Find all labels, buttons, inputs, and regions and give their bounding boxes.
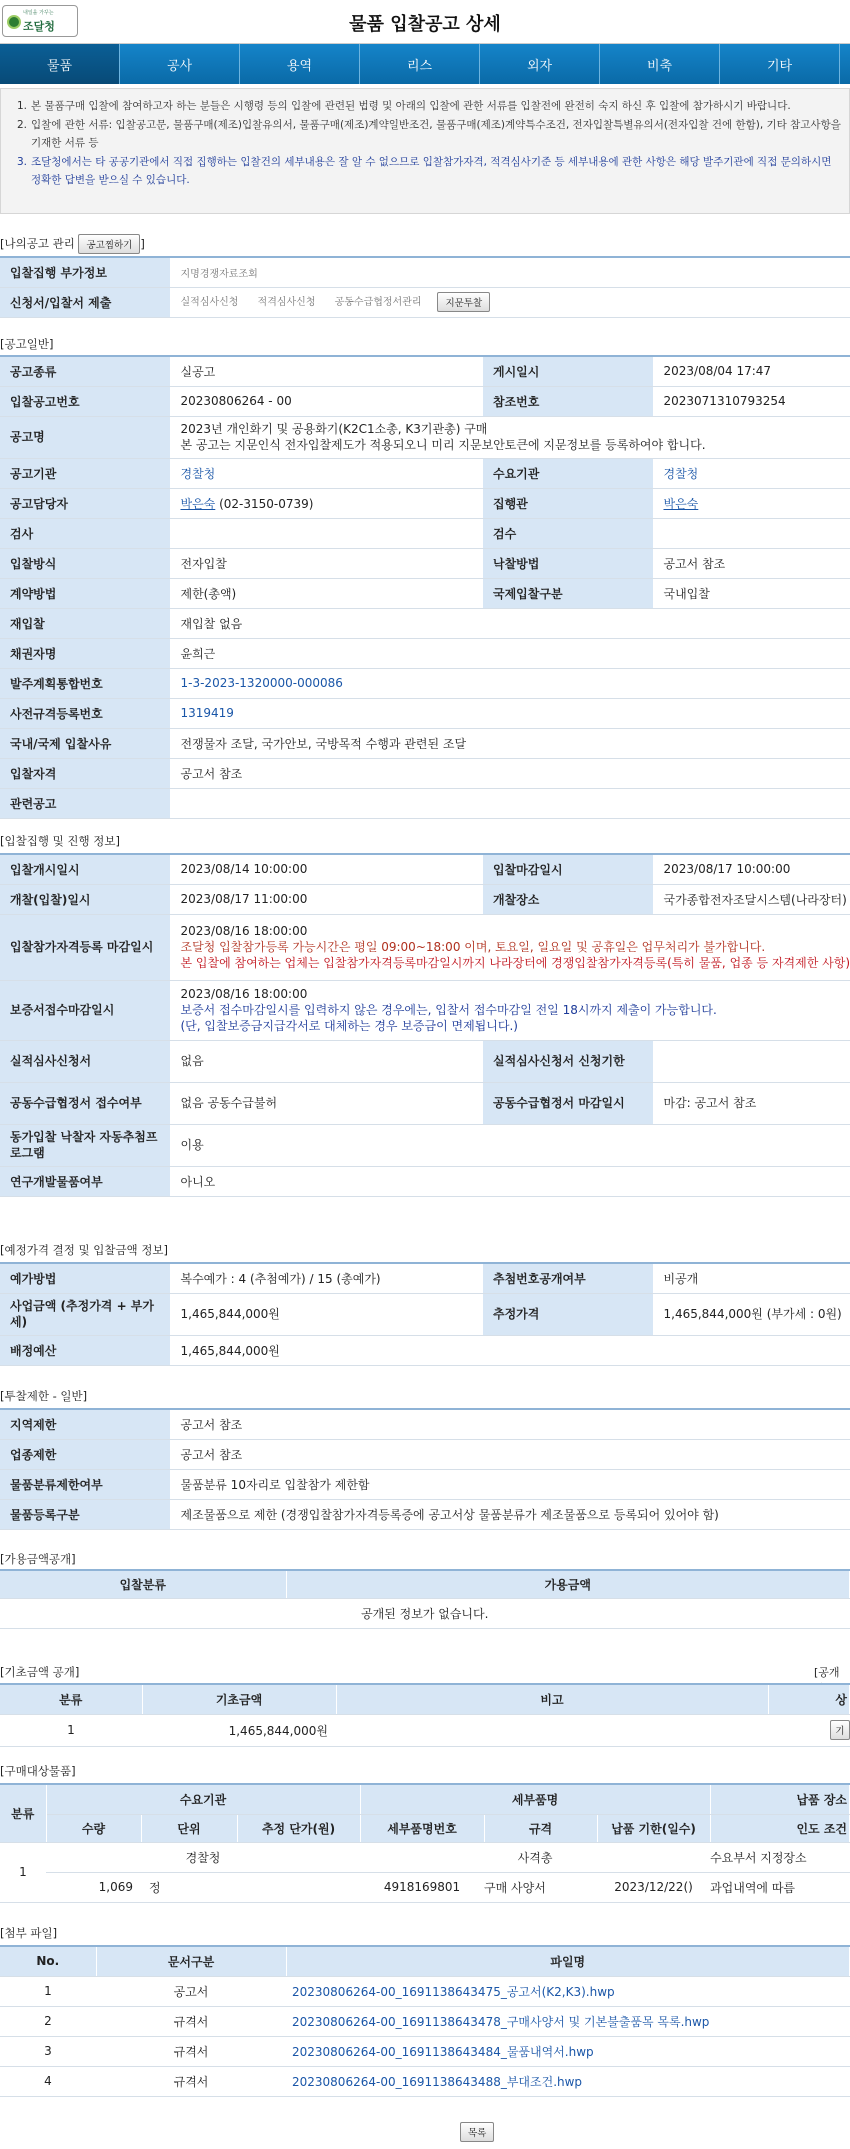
demand-agency-link[interactable]: 경찰청 [653,458,850,488]
header-cell: 상 [768,1684,850,1714]
label: 발주계획통합번호 [0,668,170,698]
empty-message: 공개된 정보가 없습니다. [0,1598,850,1628]
files-table [0,1945,850,2097]
usable-table [0,1569,850,1629]
cell [237,1872,360,1902]
reg-note-2: 본 입찰에 참여하는 업체는 입찰참가자격등록마감일시까지 나라장터에 경쟁입찰참가자격등록(특히 물품, 업종 등 자격제한 사항) [180,956,850,970]
value: 재입찰 없음 [170,608,850,638]
value: 1,465,844,000원 (부가세 : 0원) [653,1293,850,1335]
cell: 1 [0,1842,46,1902]
tab-lease[interactable]: 리스 [360,44,480,84]
general-table [0,355,850,819]
label: 수요기관 [483,458,653,488]
section-files: [ 첨부 파일 ] [0,1925,57,1941]
header-cell: 문서구분 [96,1946,286,1976]
cell: 경찰청 [46,1842,360,1872]
label: 입찰자격 [0,758,170,788]
label: 물품등록구분 [0,1499,170,1529]
section-purchase: [ 구매대상물품 ] [0,1763,76,1779]
qualification-review-link[interactable]: 적격심사신청 [257,297,316,308]
cell: 규격서 [96,2036,286,2066]
base-right-note: [공개 [814,1666,840,1679]
label: 예가방법 [0,1263,170,1293]
file-link[interactable]: 20230806264-00_1691138643475_공고서(K2,K3).hwp [286,1976,850,2006]
cell: 수요부서 지정장소 [710,1842,849,1872]
notice-item: 3. 조달청에서는 타 공공기관에서 직접 집행하는 입찰건의 세부내용은 잘 알 수 없으므로 입찰참가자격, 적격심사기준 등 세부내용에 관한 사항은 해당 발주기관에 직접 문의하시면 정확한 답변을 받으실 수 있습니다. [17,155,832,186]
cell: 3 [0,2036,96,2066]
notice-agency-link[interactable]: 경찰청 [170,458,483,488]
reg-deadline-cell [170,914,850,980]
value: 2023/08/17 11:00:00 [170,884,483,914]
value: 2023/08/16 18:00:00 [180,924,308,938]
label: 입찰공고번호 [0,386,170,416]
header-cell: 분류 [0,1784,46,1842]
value: 아니오 [170,1166,850,1196]
header-cell: 분류 [0,1684,142,1714]
header-cell: 가용금액 [286,1570,850,1598]
value: 없음 [170,1040,483,1082]
section-limit: [ 투찰제한 - 일반 ] [0,1388,87,1404]
value: 공고서 참조 [653,548,850,578]
label-bid-extra: 입찰집행 부가정보 [0,257,170,287]
label: 개찰장소 [483,884,653,914]
notice-manager-link[interactable]: 박은숙 [180,496,216,511]
value: 2023/08/16 18:00:00 [180,987,308,1001]
file-link[interactable]: 20230806264-00_1691138643484_물품내역서.hwp [286,2036,850,2066]
section-my-notice: [ 나의공고 관리 공고찜하기 ] [0,234,145,254]
value: 제한(총액) [170,578,483,608]
cell: 정 [141,1872,237,1902]
page-title: 물품 입찰공고 상세 [349,14,501,35]
value: 비공개 [653,1263,850,1293]
header-cell: 입찰분류 [0,1570,286,1598]
cell: 2023/12/22() [597,1872,710,1902]
label: 물품분류제한여부 [0,1469,170,1499]
page-header [0,0,850,44]
cell: 공고서 [96,1976,286,2006]
value: 실공고 [170,356,483,386]
guarantee-deadline-cell [170,980,850,1040]
value: 제조물품으로 제한 (경쟁입찰참가자격등록증에 공고서상 물품분류가 제조물품으로 등록되어 있어야 함) [170,1499,850,1529]
price-table [0,1262,850,1366]
cell: 사격총 [360,1842,710,1872]
label: 추첨번호공개여부 [483,1263,653,1293]
header-cell: 기초금액 [142,1684,336,1714]
value: 2023/08/04 17:47 [653,356,850,386]
label: 추정가격 [483,1293,653,1335]
cell [336,1714,768,1746]
cell: 1 [0,1976,96,2006]
value: 1,465,844,000원 [170,1335,850,1365]
cell: 규격서 [96,2066,286,2096]
bookmark-notice-button[interactable]: 공고찜하기 [78,234,140,254]
notice-box [0,88,850,214]
value: 국가종합전자조달시스템(나라장터) [653,884,850,914]
executor-link[interactable]: 박은숙 [663,496,699,511]
header-cell: 파일명 [286,1946,850,1976]
label: 업종제한 [0,1439,170,1469]
cell: 규격서 [96,2006,286,2036]
cell: 4 [0,2066,96,2096]
label: 계약방법 [0,578,170,608]
header-cell: 추정 단가(원) [237,1814,360,1842]
header-cell: 납품 기한(일수) [597,1814,710,1842]
label: 배정예산 [0,1335,170,1365]
value: 전자입찰 [170,548,483,578]
label: 공고명 [0,416,170,458]
value [653,1040,850,1082]
label: 채권자명 [0,638,170,668]
section-usable: [ 가용금액공개 ] [0,1551,76,1567]
guarantee-note-2: (단, 입찰보증금지급각서로 대체하는 경우 보증금이 면제됩니다.) [180,1019,518,1033]
section-price: [ 예정가격 결정 및 입찰금액 정보 ] [0,1242,168,1258]
label: 공고담당자 [0,488,170,518]
label: 입찰방식 [0,548,170,578]
tab-goods[interactable]: 물품 [0,44,120,84]
tab-foreign[interactable]: 외자 [480,44,600,84]
header-cell: 규격 [484,1814,597,1842]
header-cell: 수량 [46,1814,141,1842]
section-base: [ 기초금액 공개 ] [0,1664,79,1680]
header-cell: 세부품명 [360,1784,710,1814]
label: 실적심사신청서 [0,1040,170,1082]
notice-name-line1: 2023년 개인화기 및 공용화기(K2C1소총, K3기관총) 구매 [180,422,488,436]
value: 2023/08/17 10:00:00 [653,854,850,884]
joint-contract-link[interactable]: 공동수급협정서관리 [334,297,422,308]
value: 복수예가 : 4 (추첨예가) / 15 (총예가) [170,1263,483,1293]
cell: 1,465,844,000원 [142,1714,336,1746]
header-cell: 세부품명번호 [360,1814,484,1842]
label: 동가입찰 낙찰자 자동추첨프로그램 [0,1124,170,1166]
file-link[interactable]: 20230806264-00_1691138643488_부대조건.hwp [286,2066,850,2096]
logo-tagline: 내일을 가꾸는 [23,10,54,16]
label: 국제입찰구분 [483,578,653,608]
base-detail-button[interactable]: 기 [830,1720,849,1740]
label: 공동수급협정서 접수여부 [0,1082,170,1124]
tab-stockpile[interactable]: 비축 [600,44,720,84]
label: 참조번호 [483,386,653,416]
label: 사업금액 (추정가격 + 부가세) [0,1293,170,1335]
manager-phone: (02-3150-0739) [215,496,314,511]
label: 사전규격등록번호 [0,698,170,728]
value: 이용 [170,1124,850,1166]
value: 없음 공동수급불허 [170,1082,483,1124]
label: 재입찰 [0,608,170,638]
label: 실적심사신청서 신청기한 [483,1040,653,1082]
label: 연구개발물품여부 [0,1166,170,1196]
value: 2023/08/14 10:00:00 [170,854,483,884]
order-plan-link[interactable]: 1-3-2023-1320000-000086 [170,668,850,698]
label: 집행관 [483,488,653,518]
value [170,788,850,818]
cell: 1 [0,1714,142,1746]
value: 마감: 공고서 참조 [653,1082,850,1124]
tab-overflow [840,44,850,84]
reg-note-1: 조달청 입찰참가등록 가능시간은 평일 09:00~18:00 이며, 토요일, 일요일 및 공휴일은 업무처리가 불가합니다. [180,940,766,954]
label: 관련공고 [0,788,170,818]
label: 입찰마감일시 [483,854,653,884]
nominated-bid-lookup-link[interactable]: 지명경쟁자료조회 [170,257,850,287]
label: 지역제한 [0,1409,170,1439]
value: 전쟁물자 조달, 국가안보, 국방목적 수행과 관련된 조달 [170,728,850,758]
value [170,518,483,548]
notice-item: 2. 입찰에 관한 서류: 입찰공고문, 물품구매(제조)입찰유의서, 물품구매(제조)계약일반조건, 물품구매(제조)계약특수조건, 전자입찰특별유의서(전자입찰 건에 한함), 기타 참고사항을 기재한 서류 등 [17,118,841,149]
tab-service[interactable]: 용역 [240,44,360,84]
notice-manager [170,488,483,518]
value: 20230806264 - 00 [170,386,483,416]
guarantee-note-1: 보증서 접수마감일시를 입력하지 않은 경우에는, 입찰서 접수마감일 전일 18시까지 제출이 가능합니다. [180,1003,717,1017]
label: 공동수급협정서 마감일시 [483,1082,653,1124]
pre-spec-link[interactable]: 1319419 [170,698,850,728]
progress-table [0,853,850,1197]
value: 공고서 참조 [170,758,850,788]
label: 검사 [0,518,170,548]
file-link[interactable]: 20230806264-00_1691138643478_구매사양서 및 기본불출품목 목록.hwp [286,2006,850,2036]
value: 물품분류 10자리로 입찰참가 제한함 [170,1469,850,1499]
header-cell: 인도 조건 [710,1814,849,1842]
purchase-table [0,1783,850,1903]
fingerprint-bid-button[interactable]: 지문투찰 [437,292,490,312]
header-cell: 납품 장소 [710,1784,849,1814]
label: 개찰(입찰)일시 [0,884,170,914]
value: 윤희근 [170,638,850,668]
section-general: [ 공고일반 ] [0,336,53,352]
notice-name [170,416,850,458]
label: 보증서접수마감일시 [0,980,170,1040]
value: 국내입찰 [653,578,850,608]
spec-link[interactable]: 구매 사양서 [484,1872,597,1902]
label: 입찰참가자격등록 마감일시 [0,914,170,980]
base-table [0,1683,850,1747]
performance-review-link[interactable]: 실적심사신청 [180,297,239,308]
cell: 4918169801 [360,1872,484,1902]
value: 공고서 참조 [170,1439,850,1469]
bid-extra-table [0,256,850,318]
label: 검수 [483,518,653,548]
cell: 2 [0,2006,96,2036]
cell: 과업내역에 따름 [710,1872,849,1902]
label: 국내/국제 입찰사유 [0,728,170,758]
value [653,518,850,548]
label: 게시일시 [483,356,653,386]
cell: 1,069 [46,1872,141,1902]
notice-name-line2: 본 공고는 지문인식 전자입찰제도가 적용되오니 미리 지문보안토큰에 지문정보를 등록하여야 합니다. [180,438,706,452]
header-cell: 수요기관 [46,1784,360,1814]
value: 2023071310793254 [653,386,850,416]
label: 공고기관 [0,458,170,488]
notice-item: 1. 본 물품구매 입찰에 참여하고자 하는 분들은 시행령 등의 입찰에 관련된 법령 및 아래의 입찰에 관한 서류를 입찰전에 완전히 숙지 하신 후 입찰에 참가하시기 바랍니다. [17,100,791,112]
tab-etc[interactable]: 기타 [720,44,840,84]
value: 공고서 참조 [170,1409,850,1439]
header-cell: No. [0,1946,96,1976]
category-tabs [0,44,850,84]
section-progress: [ 입찰집행 및 진행 정보 ] [0,833,120,849]
label: 공고종류 [0,356,170,386]
tab-construction[interactable]: 공사 [120,44,240,84]
header-cell: 단위 [141,1814,237,1842]
label-submit: 신청서/입찰서 제출 [0,287,170,317]
value: 1,465,844,000원 [170,1293,483,1335]
list-button[interactable]: 목록 [460,2122,494,2142]
label: 낙찰방법 [483,548,653,578]
limit-table [0,1408,850,1530]
logo-text: 조달청 [23,20,55,33]
label: 입찰개시일시 [0,854,170,884]
header-cell: 비고 [336,1684,768,1714]
